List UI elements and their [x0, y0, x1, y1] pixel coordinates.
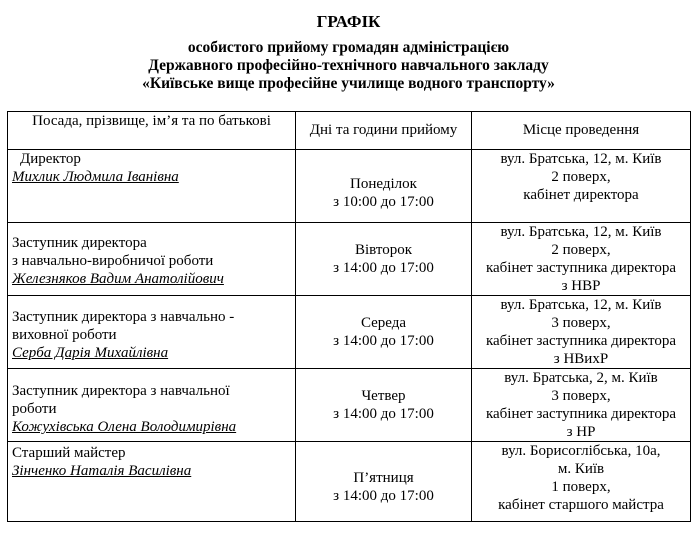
person-name: Серба Дарія Михайлівна: [12, 345, 169, 361]
position-title: з навчально-виробничої роботи: [12, 253, 214, 269]
day-hours-cell: [296, 150, 472, 223]
place-cell: [472, 150, 691, 223]
table-row: [8, 296, 691, 369]
place-cell: [472, 369, 691, 442]
reception-hours: з 14:00 до 17:00: [333, 260, 434, 276]
place-line: вул. Братська, 12, м. Київ: [500, 297, 662, 313]
subtitle-line-3: «Київське вище професійне училище водного транспорту»: [142, 75, 555, 92]
person-name: Железняков Вадим Анатолійович: [12, 271, 224, 287]
place-line: кабінет директора: [523, 187, 639, 203]
reception-hours: з 14:00 до 17:00: [333, 406, 434, 422]
position-title: Заступник директора з навчальної: [12, 383, 230, 399]
reception-hours: з 14:00 до 17:00: [333, 333, 434, 349]
day-hours-cell: [296, 369, 472, 442]
place-line: вул. Братська, 12, м. Київ: [500, 224, 662, 240]
reception-hours: з 10:00 до 17:00: [333, 194, 434, 210]
place-line: вул. Братська, 12, м. Київ: [500, 151, 662, 167]
place-line: вул. Братська, 2, м. Київ: [504, 370, 658, 386]
subtitle-line-2: Державного професійно-технічного навчального закладу: [148, 57, 549, 74]
place-line: кабінет старшого майстра: [498, 497, 664, 513]
position-title: виховної роботи: [12, 327, 117, 343]
reception-day: П’ятниця: [353, 469, 414, 486]
day-hours-cell: [296, 223, 472, 296]
place-line: вул. Борисоглібська, 10а,: [501, 443, 661, 459]
day-hours-cell: [296, 442, 472, 522]
position-title: Заступник директора: [12, 235, 147, 251]
reception-day: Вівторок: [354, 242, 413, 258]
person-name: Михлик Людмила Іванівна: [12, 169, 179, 185]
person-name: Кожухівська Олена Володимирівна: [12, 419, 237, 435]
table-row: [8, 442, 691, 522]
place-cell: [472, 223, 691, 296]
table-row: [8, 369, 691, 442]
reception-day: Четвер: [361, 388, 406, 404]
place-line: 1 поверх,: [551, 479, 611, 495]
table-header-row: [8, 112, 691, 150]
position-title: Директор: [20, 151, 81, 167]
table-row: [8, 223, 691, 296]
place-line: 3 поверх,: [551, 315, 611, 331]
reception-schedule-table: [7, 111, 691, 522]
place-line: 3 поверх,: [551, 388, 611, 404]
place-line: м. Київ: [557, 461, 605, 477]
column-header-position: Посада, прізвище, ім’я та по батькові: [8, 112, 296, 150]
reception-hours: з 14:00 до 17:00: [333, 487, 434, 504]
subtitle-line-1: особистого прийому громадян адміністрацією: [187, 39, 510, 56]
position-cell: [8, 223, 296, 296]
place-line: 2 поверх,: [551, 169, 611, 185]
person-name: Зінченко Наталія Василівна: [12, 463, 192, 479]
place-cell: [472, 296, 691, 369]
place-line: кабінет заступника директора: [485, 260, 677, 276]
place-line: 2 поверх,: [551, 242, 611, 258]
column-header-days-hours: Дні та години прийому: [296, 112, 472, 150]
place-line: з НВихР: [553, 351, 609, 367]
place-line: з НР: [566, 424, 596, 440]
place-line: з НВР: [561, 278, 601, 294]
position-title: Старший майстер: [12, 445, 126, 461]
position-cell: [8, 150, 296, 223]
table-row: [8, 150, 691, 223]
place-line: кабінет заступника директора: [485, 333, 677, 349]
reception-day: Середа: [360, 315, 407, 331]
document-title: ГРАФІК: [316, 12, 381, 31]
place-cell: [472, 442, 691, 522]
position-cell: [8, 369, 296, 442]
position-title: роботи: [12, 401, 57, 417]
column-header-place: Місце проведення: [472, 112, 691, 150]
reception-day: Понеділок: [350, 176, 417, 192]
day-hours-cell: [296, 296, 472, 369]
position-title: Заступник директора з навчально -: [12, 309, 235, 325]
position-cell: [8, 296, 296, 369]
place-line: кабінет заступника директора: [485, 406, 677, 422]
position-cell: [8, 442, 296, 522]
